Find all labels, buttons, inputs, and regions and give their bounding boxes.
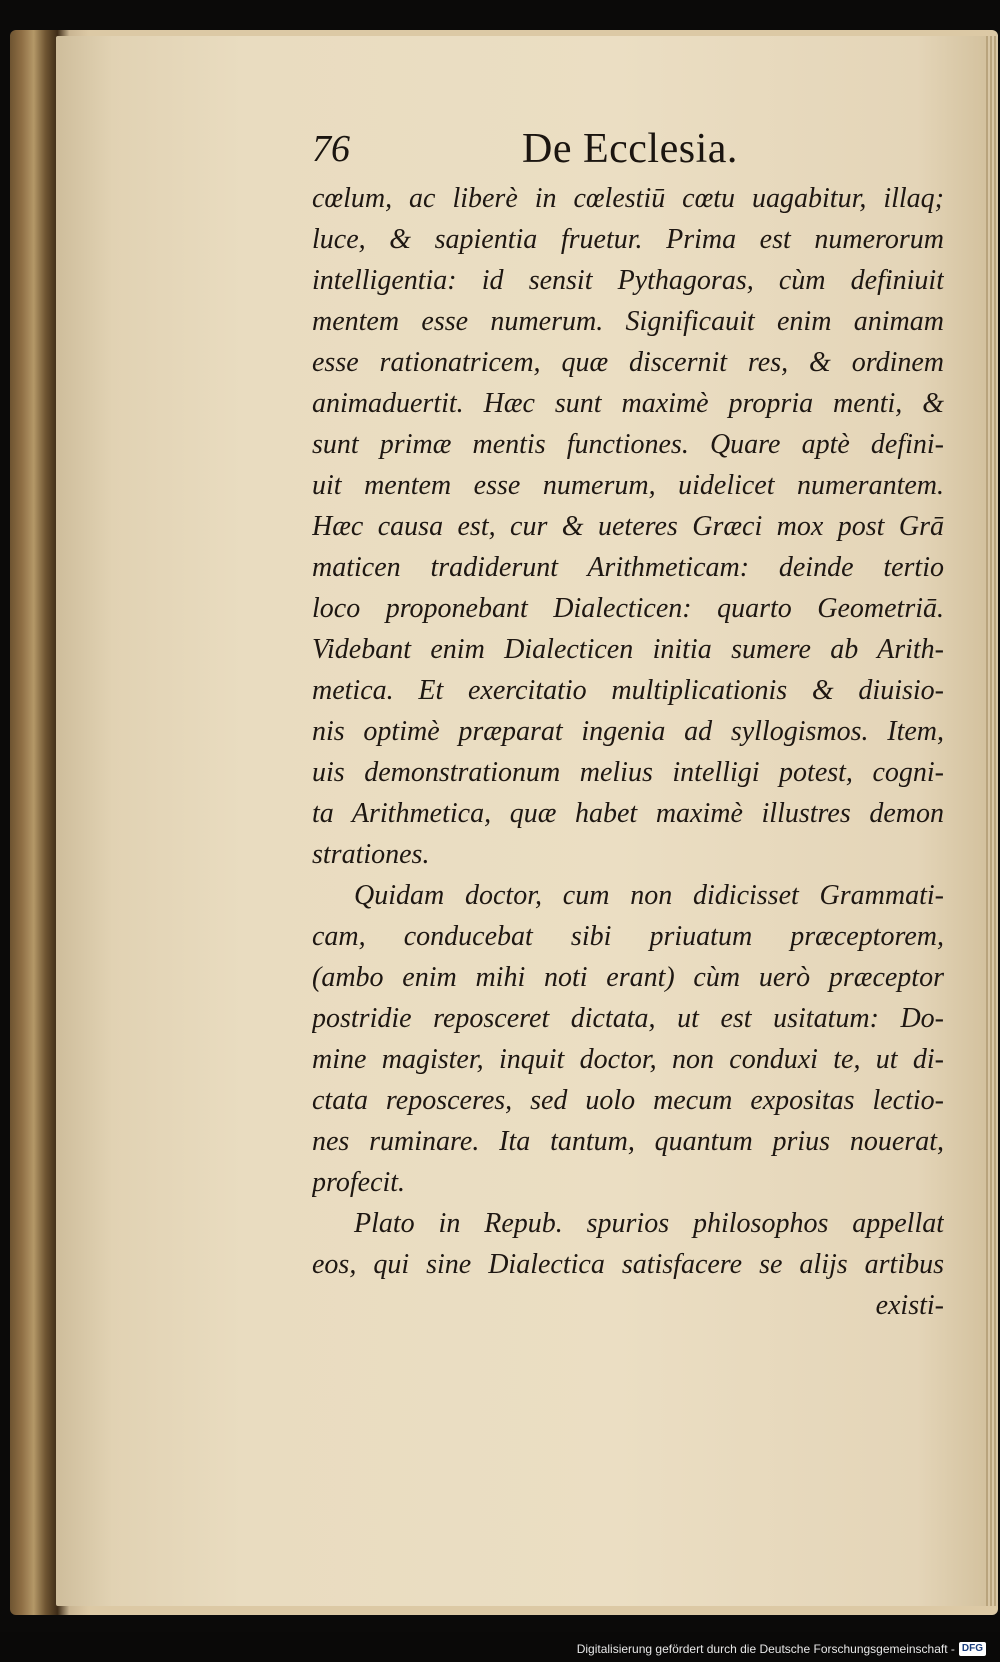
footer-credit [577,1642,986,1656]
page-edge [986,36,998,1606]
text-line: cam, conducebat sibi priuatum præceptorem, [312,921,944,952]
dfg-logo: DFG [959,1642,986,1656]
text-line: maticen tradiderunt Arithmeticam: deinde tertio [312,552,944,583]
text-line: uit mentem esse numerum, uidelicet numerantem. [312,470,944,501]
text-line: ctata reposceres, sed uolo mecum expositas lectio- [312,1085,944,1116]
paragraph-start-line: Plato in Repub. spurios philosophos appellat [354,1208,944,1239]
text-line: sunt primæ mentis functiones. Quare aptè defini- [312,429,944,460]
text-line: nes ruminare. Ita tantum, quantum prius nouerat, [312,1126,944,1157]
text-line: nis optimè præparat ingenia ad syllogismos. Item, [312,716,944,747]
page-header [312,125,942,185]
body-text [312,178,944,1326]
text-line: ta Arithmetica, quæ habet maximè illustres demon [312,798,944,829]
text-line: luce, & sapientia fruetur. Prima est numerorum [312,224,944,255]
text-line: mentem esse numerum. Significauit enim animam [312,306,944,337]
text-line: esse rationatricem, quæ discernit res, & ordinem [312,347,944,378]
text-line: uis demonstrationum melius intelligi potest, cogni- [312,757,944,788]
running-title: De Ecclesia. [522,126,738,172]
text-line: strationes. [312,839,430,870]
text-line: loco proponebant Dialecticen: quarto Geometriā. [312,593,944,624]
text-line: intelligentia: id sensit Pythagoras, cùm definiuit [312,265,944,296]
text-line: postridie reposceret dictata, ut est usitatum: Do- [312,1003,944,1034]
text-line: animaduertit. Hæc sunt maximè propria menti, & [312,388,944,419]
text-line: mine magister, inquit doctor, non conduxi te, ut di- [312,1044,944,1075]
credit-text: Digitalisierung gefördert durch die Deutsche Forschungsgemeinschaft - [576,1642,955,1656]
footer-bar [0,1632,1000,1662]
catchword: existi- [875,1290,944,1321]
text-line: metica. Et exercitatio multiplicationis & diuisio- [312,675,944,706]
text-line: profecit. [312,1167,406,1198]
page-number: 76 [312,128,350,170]
text-line: Videbant enim Dialecticen initia sumere ab Arith- [312,634,944,665]
text-line: (ambo enim mihi noti erant) cùm uerò præceptor [312,962,944,993]
text-line: Hæc causa est, cur & ueteres Græci mox post Grā [312,511,944,542]
paragraph-start-line: Quidam doctor, cum non didicisset Grammati- [354,880,944,911]
text-line: eos, qui sine Dialectica satisfacere se alijs artibus [312,1249,944,1280]
text-line: cœlum, ac liberè in cœlestiū cœtu uagabitur, illaq; [312,183,944,214]
